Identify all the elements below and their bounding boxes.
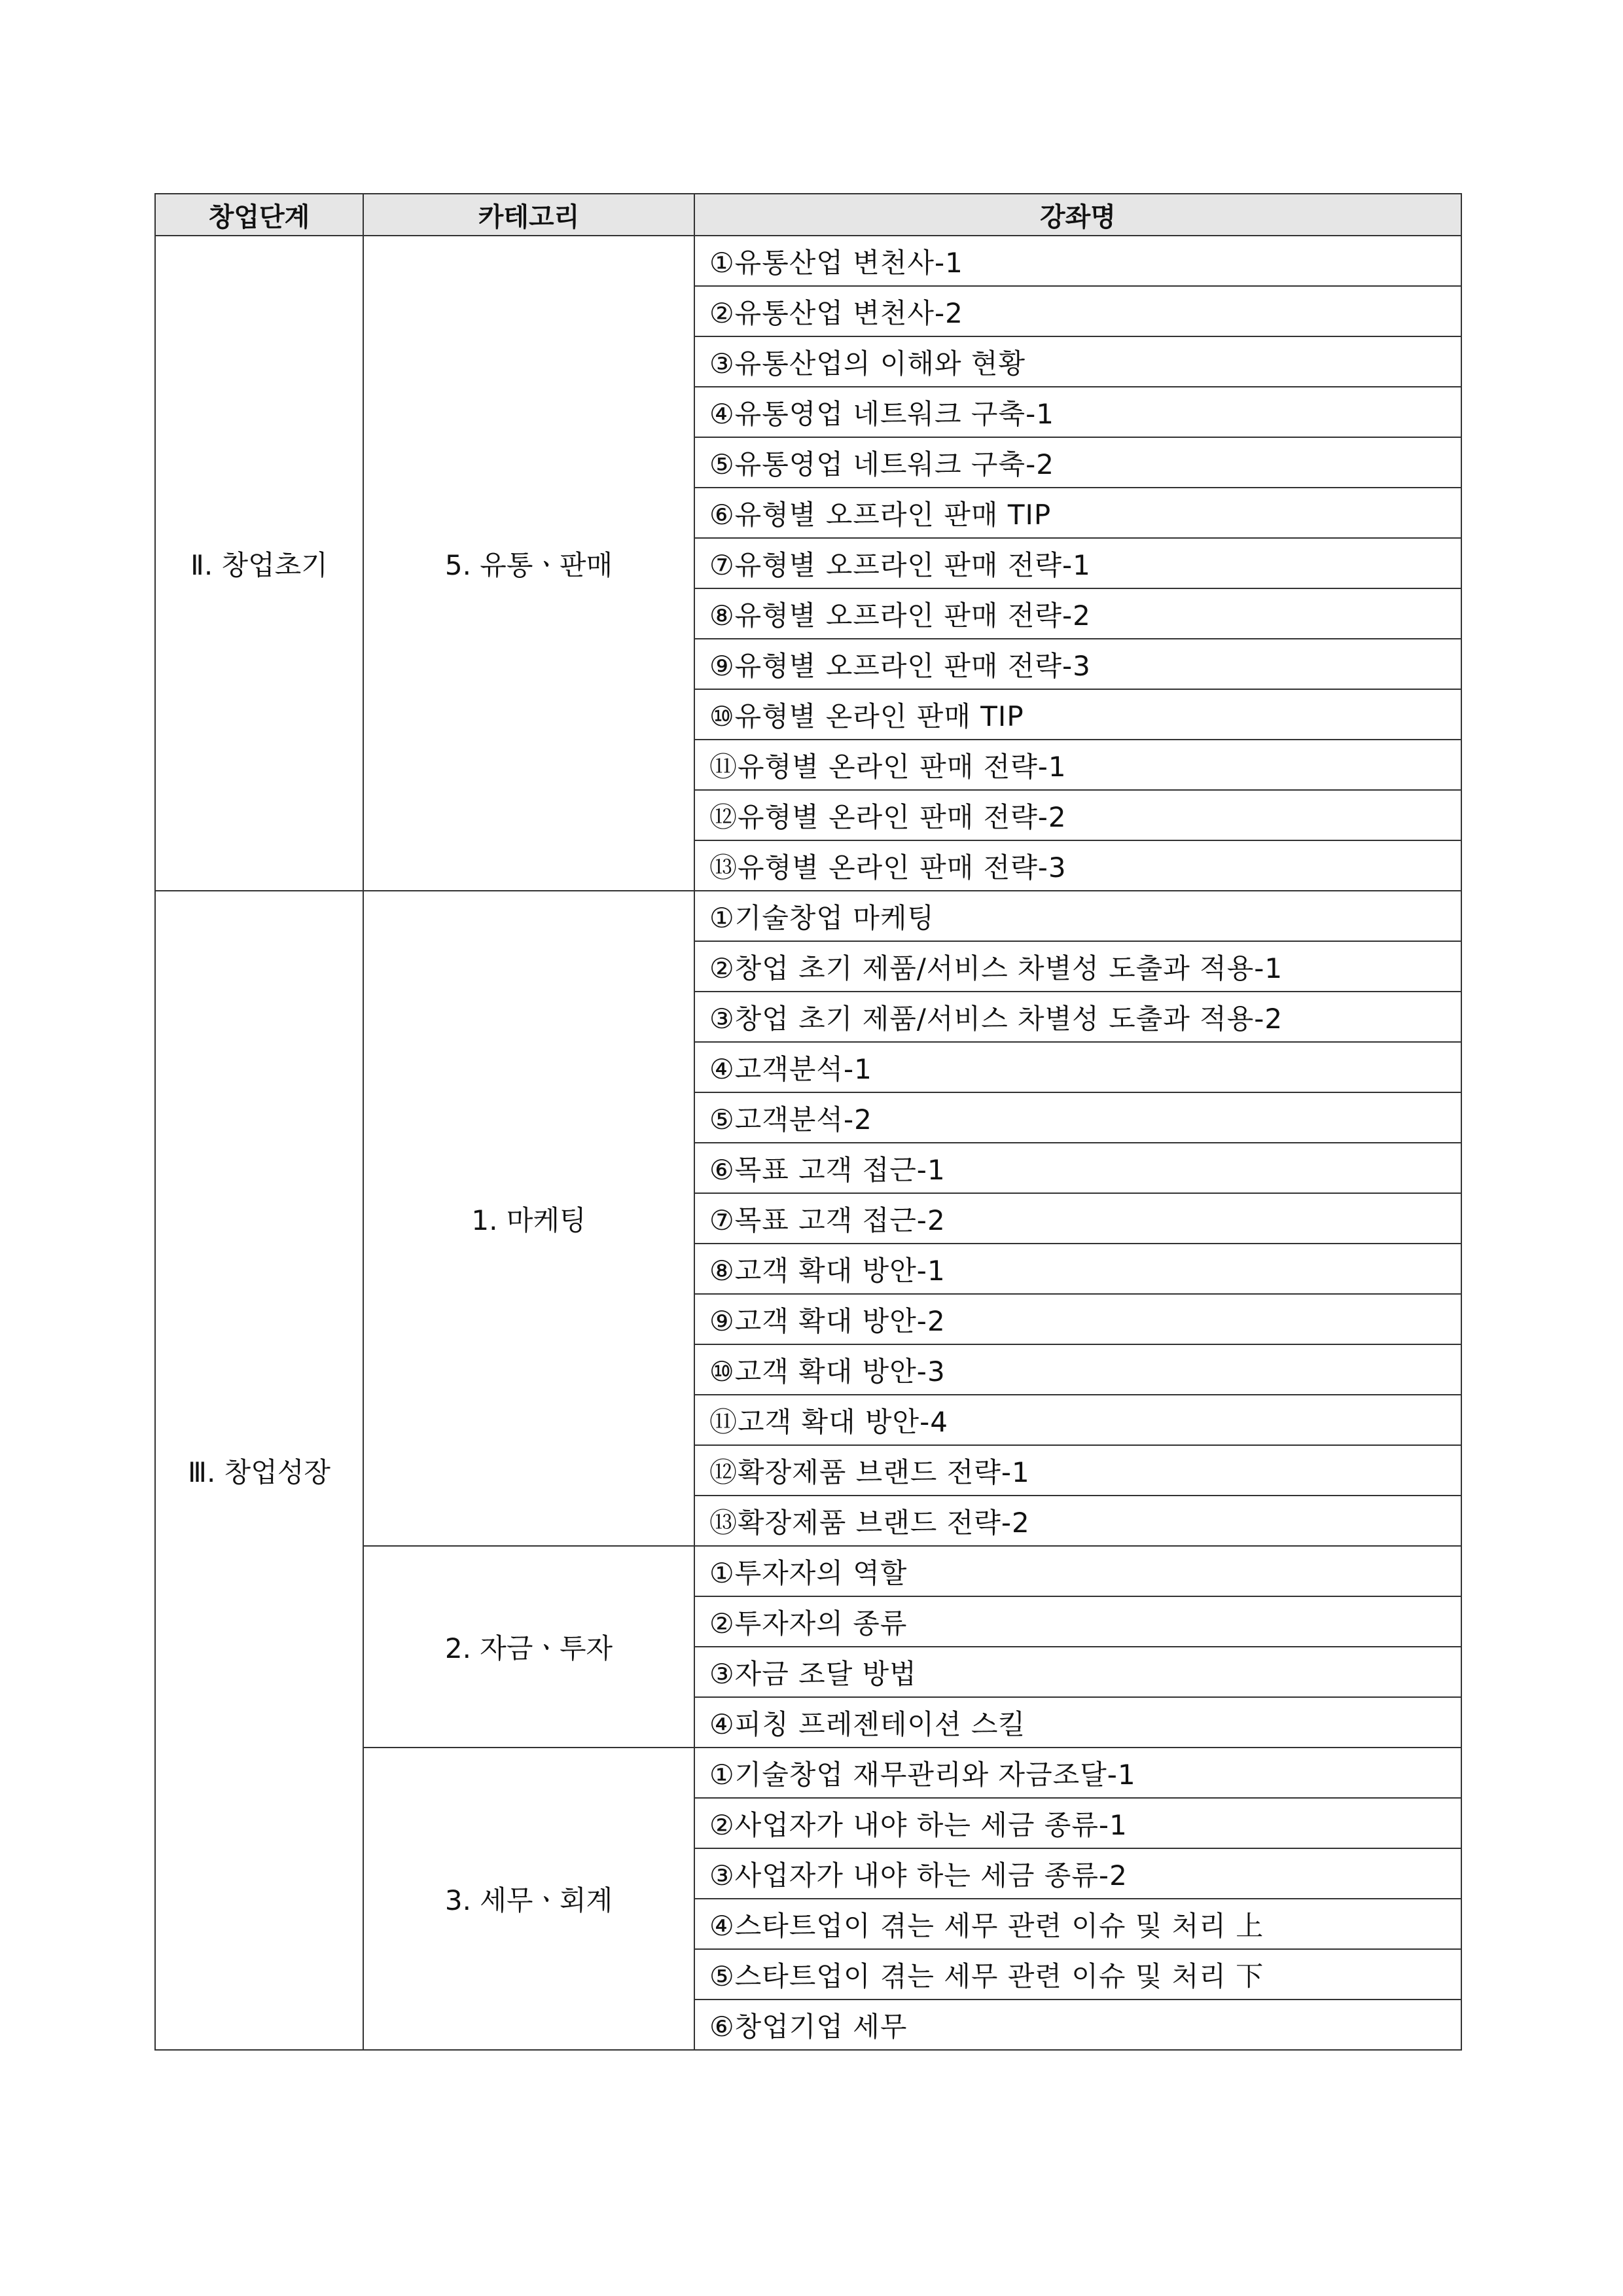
lecture-cell: ②유통산업 변천사-2	[694, 286, 1461, 336]
lecture-cell: ①유통산업 변천사-1	[694, 236, 1461, 286]
lecture-cell: ⑫확장제품 브랜드 전략-1	[694, 1445, 1461, 1496]
lecture-cell: ②사업자가 내야 하는 세금 종류-1	[694, 1798, 1461, 1848]
lecture-cell: ⑥목표 고객 접근-1	[694, 1143, 1461, 1193]
lecture-cell: ②투자자의 종류	[694, 1596, 1461, 1647]
category-cell: 3. 세무ㆍ회계	[363, 1748, 694, 2050]
lecture-cell: ⑩유형별 온라인 판매 TIP	[694, 689, 1461, 740]
category-cell: 2. 자금ㆍ투자	[363, 1546, 694, 1748]
lecture-cell: ④유통영업 네트워크 구축-1	[694, 387, 1461, 437]
lecture-cell: ⑫유형별 온라인 판매 전략-2	[694, 790, 1461, 840]
category-cell: 5. 유통ㆍ판매	[363, 236, 694, 891]
header-stage: 창업단계	[155, 194, 363, 236]
category-cell: 1. 마케팅	[363, 891, 694, 1546]
lecture-cell: ③자금 조달 방법	[694, 1647, 1461, 1697]
lecture-cell: ⑨고객 확대 방안-2	[694, 1294, 1461, 1344]
lecture-cell: ⑤스타트업이 겪는 세무 관련 이슈 및 처리 下	[694, 1949, 1461, 2000]
header-row	[155, 194, 1461, 236]
lecture-cell: ⑬확장제품 브랜드 전략-2	[694, 1496, 1461, 1546]
table-body	[155, 236, 1461, 2050]
lecture-cell: ⑧유형별 오프라인 판매 전략-2	[694, 588, 1461, 639]
lecture-cell: ⑧고객 확대 방안-1	[694, 1244, 1461, 1294]
stage-cell: Ⅲ. 창업성장	[155, 891, 363, 2050]
lecture-cell: ⑪고객 확대 방안-4	[694, 1395, 1461, 1445]
lecture-cell: ⑪유형별 온라인 판매 전략-1	[694, 740, 1461, 790]
lecture-cell: ⑥창업기업 세무	[694, 2000, 1461, 2050]
lecture-cell: ⑩고객 확대 방안-3	[694, 1344, 1461, 1395]
lecture-cell: ①투자자의 역할	[694, 1546, 1461, 1596]
stage-cell: Ⅱ. 창업초기	[155, 236, 363, 891]
lecture-cell: ④고객분석-1	[694, 1042, 1461, 1092]
lecture-cell: ③사업자가 내야 하는 세금 종류-2	[694, 1848, 1461, 1899]
lecture-cell: ⑨유형별 오프라인 판매 전략-3	[694, 639, 1461, 689]
lecture-cell: ②창업 초기 제품/서비스 차별성 도출과 적용-1	[694, 941, 1461, 992]
lecture-cell: ⑥유형별 오프라인 판매 TIP	[694, 488, 1461, 538]
lecture-cell: ③유통산업의 이해와 현황	[694, 336, 1461, 387]
header-category: 카테고리	[363, 194, 694, 236]
course-table	[154, 193, 1462, 2051]
lecture-cell: ⑬유형별 온라인 판매 전략-3	[694, 840, 1461, 891]
lecture-cell: ④스타트업이 겪는 세무 관련 이슈 및 처리 上	[694, 1899, 1461, 1949]
table-row	[155, 236, 1461, 286]
lecture-cell: ⑦목표 고객 접근-2	[694, 1193, 1461, 1244]
lecture-cell: ⑤유통영업 네트워크 구축-2	[694, 437, 1461, 488]
header-lecture: 강좌명	[694, 194, 1461, 236]
lecture-cell: ④피칭 프레젠테이션 스킬	[694, 1697, 1461, 1748]
lecture-cell: ③창업 초기 제품/서비스 차별성 도출과 적용-2	[694, 992, 1461, 1042]
lecture-cell: ①기술창업 마케팅	[694, 891, 1461, 941]
lecture-cell: ⑤고객분석-2	[694, 1092, 1461, 1143]
lecture-cell: ⑦유형별 오프라인 판매 전략-1	[694, 538, 1461, 588]
table-row	[155, 891, 1461, 941]
lecture-cell: ①기술창업 재무관리와 자금조달-1	[694, 1748, 1461, 1798]
